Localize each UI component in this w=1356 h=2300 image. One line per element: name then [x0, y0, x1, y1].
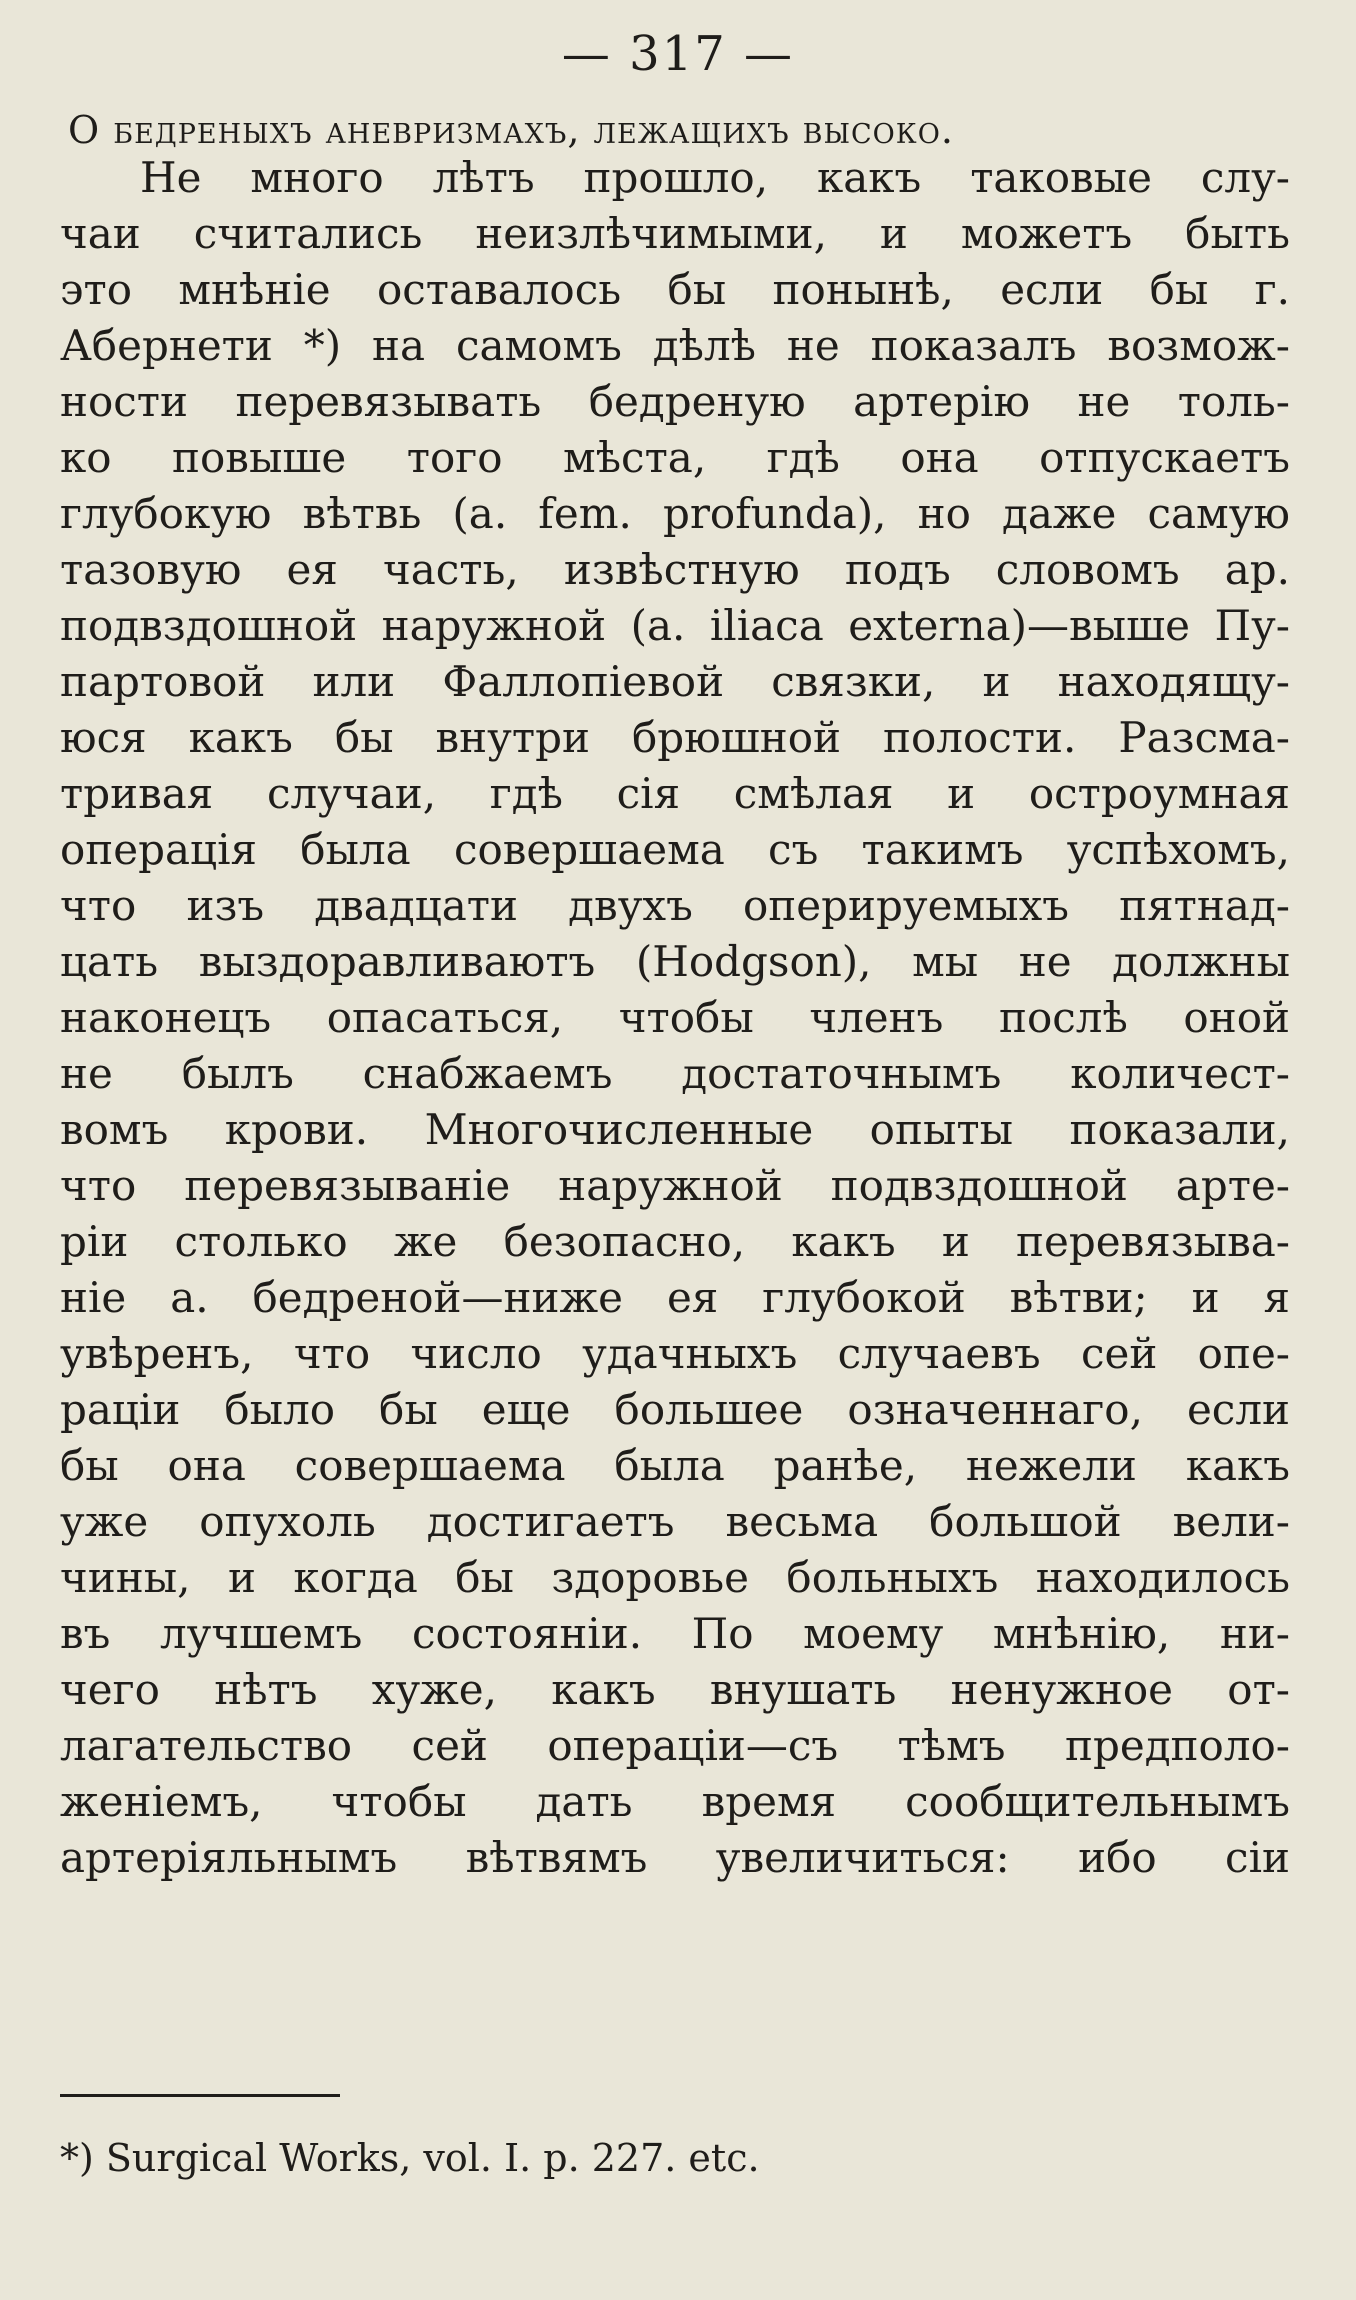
footnote-divider	[60, 2094, 340, 2097]
text-line: Не много лѣтъ прошло, какъ таковые слу-	[140, 153, 1290, 202]
text-line: глубокую вѣтвь (a. fem. profunda), но даже самую	[60, 489, 1290, 538]
text-line: лагательство сей операціи—съ тѣмъ предполо-	[60, 1721, 1290, 1770]
text-line: тривая случаи, гдѣ сія смѣлая и остроумная	[60, 769, 1290, 818]
text-line: артеріяльнымъ вѣтвямъ увеличиться: ибо сіи	[60, 1833, 1290, 1882]
text-line: это мнѣніе оставалось бы понынѣ, если бы г.	[60, 265, 1290, 314]
text-line: бы она совершаема была ранѣе, нежели какъ	[60, 1441, 1290, 1490]
page-number: — 317 —	[561, 26, 795, 82]
text-line: цать выздоравливаютъ (Hodgson), мы не должны	[60, 937, 1290, 986]
text-line: тазовую ея часть, извѣстную подъ словомъ ар.	[60, 545, 1290, 594]
text-line: что перевязываніе наружной подвздошной арте-	[60, 1161, 1290, 1210]
chapter-title: О бедреныхъ аневризмахъ, лежащихъ высоко.	[68, 108, 954, 152]
text-line: вомъ крови. Многочисленные опыты показали,	[60, 1105, 1290, 1154]
text-line: женіемъ, чтобы дать время сообщительнымъ	[60, 1777, 1290, 1826]
text-line: увѣренъ, что число удачныхъ случаевъ сей опе-	[60, 1329, 1290, 1378]
text-line: ріи столько же безопасно, какъ и перевязыва-	[60, 1217, 1290, 1266]
text-line: въ лучшемъ состояніи. По моему мнѣнію, ни-	[60, 1609, 1290, 1658]
text-line: раціи было бы еще большее означеннаго, если	[60, 1385, 1290, 1434]
text-line: не былъ снабжаемъ достаточнымъ количест-	[60, 1049, 1290, 1098]
text-line: чаи считались неизлѣчимыми, и можетъ быть	[60, 209, 1290, 258]
text-line: ко повыше того мѣста, гдѣ она отпускаетъ	[60, 433, 1290, 482]
text-line: наконецъ опасаться, чтобы членъ послѣ оной	[60, 993, 1290, 1042]
text-line: чего нѣтъ хуже, какъ внушать ненужное от-	[60, 1665, 1290, 1714]
text-line: юся какъ бы внутри брюшной полости. Разсма-	[60, 713, 1290, 762]
text-line: ности перевязывать бедреную артерію не толь-	[60, 377, 1290, 426]
footnote: *) Surgical Works, vol. I. p. 227. etc.	[60, 2136, 760, 2180]
text-line: уже опухоль достигаетъ весьма большой вели-	[60, 1497, 1290, 1546]
text-line: что изъ двадцати двухъ оперируемыхъ пятнад-	[60, 881, 1290, 930]
text-line: Абернети *) на самомъ дѣлѣ не показалъ возмож-	[60, 321, 1290, 370]
text-line: чины, и когда бы здоровье больныхъ находилось	[60, 1553, 1290, 1602]
text-line: ніе a. бедреной—ниже ея глубокой вѣтви; и я	[60, 1273, 1290, 1322]
text-line: партовой или Фаллопіевой связки, и находящу-	[60, 657, 1290, 706]
text-line: операція была совершаема съ такимъ успѣхомъ,	[60, 825, 1290, 874]
body-text	[60, 150, 1290, 1886]
text-line: подвздошной наружной (a. iliaca externa)—выше Пу-	[60, 601, 1290, 650]
